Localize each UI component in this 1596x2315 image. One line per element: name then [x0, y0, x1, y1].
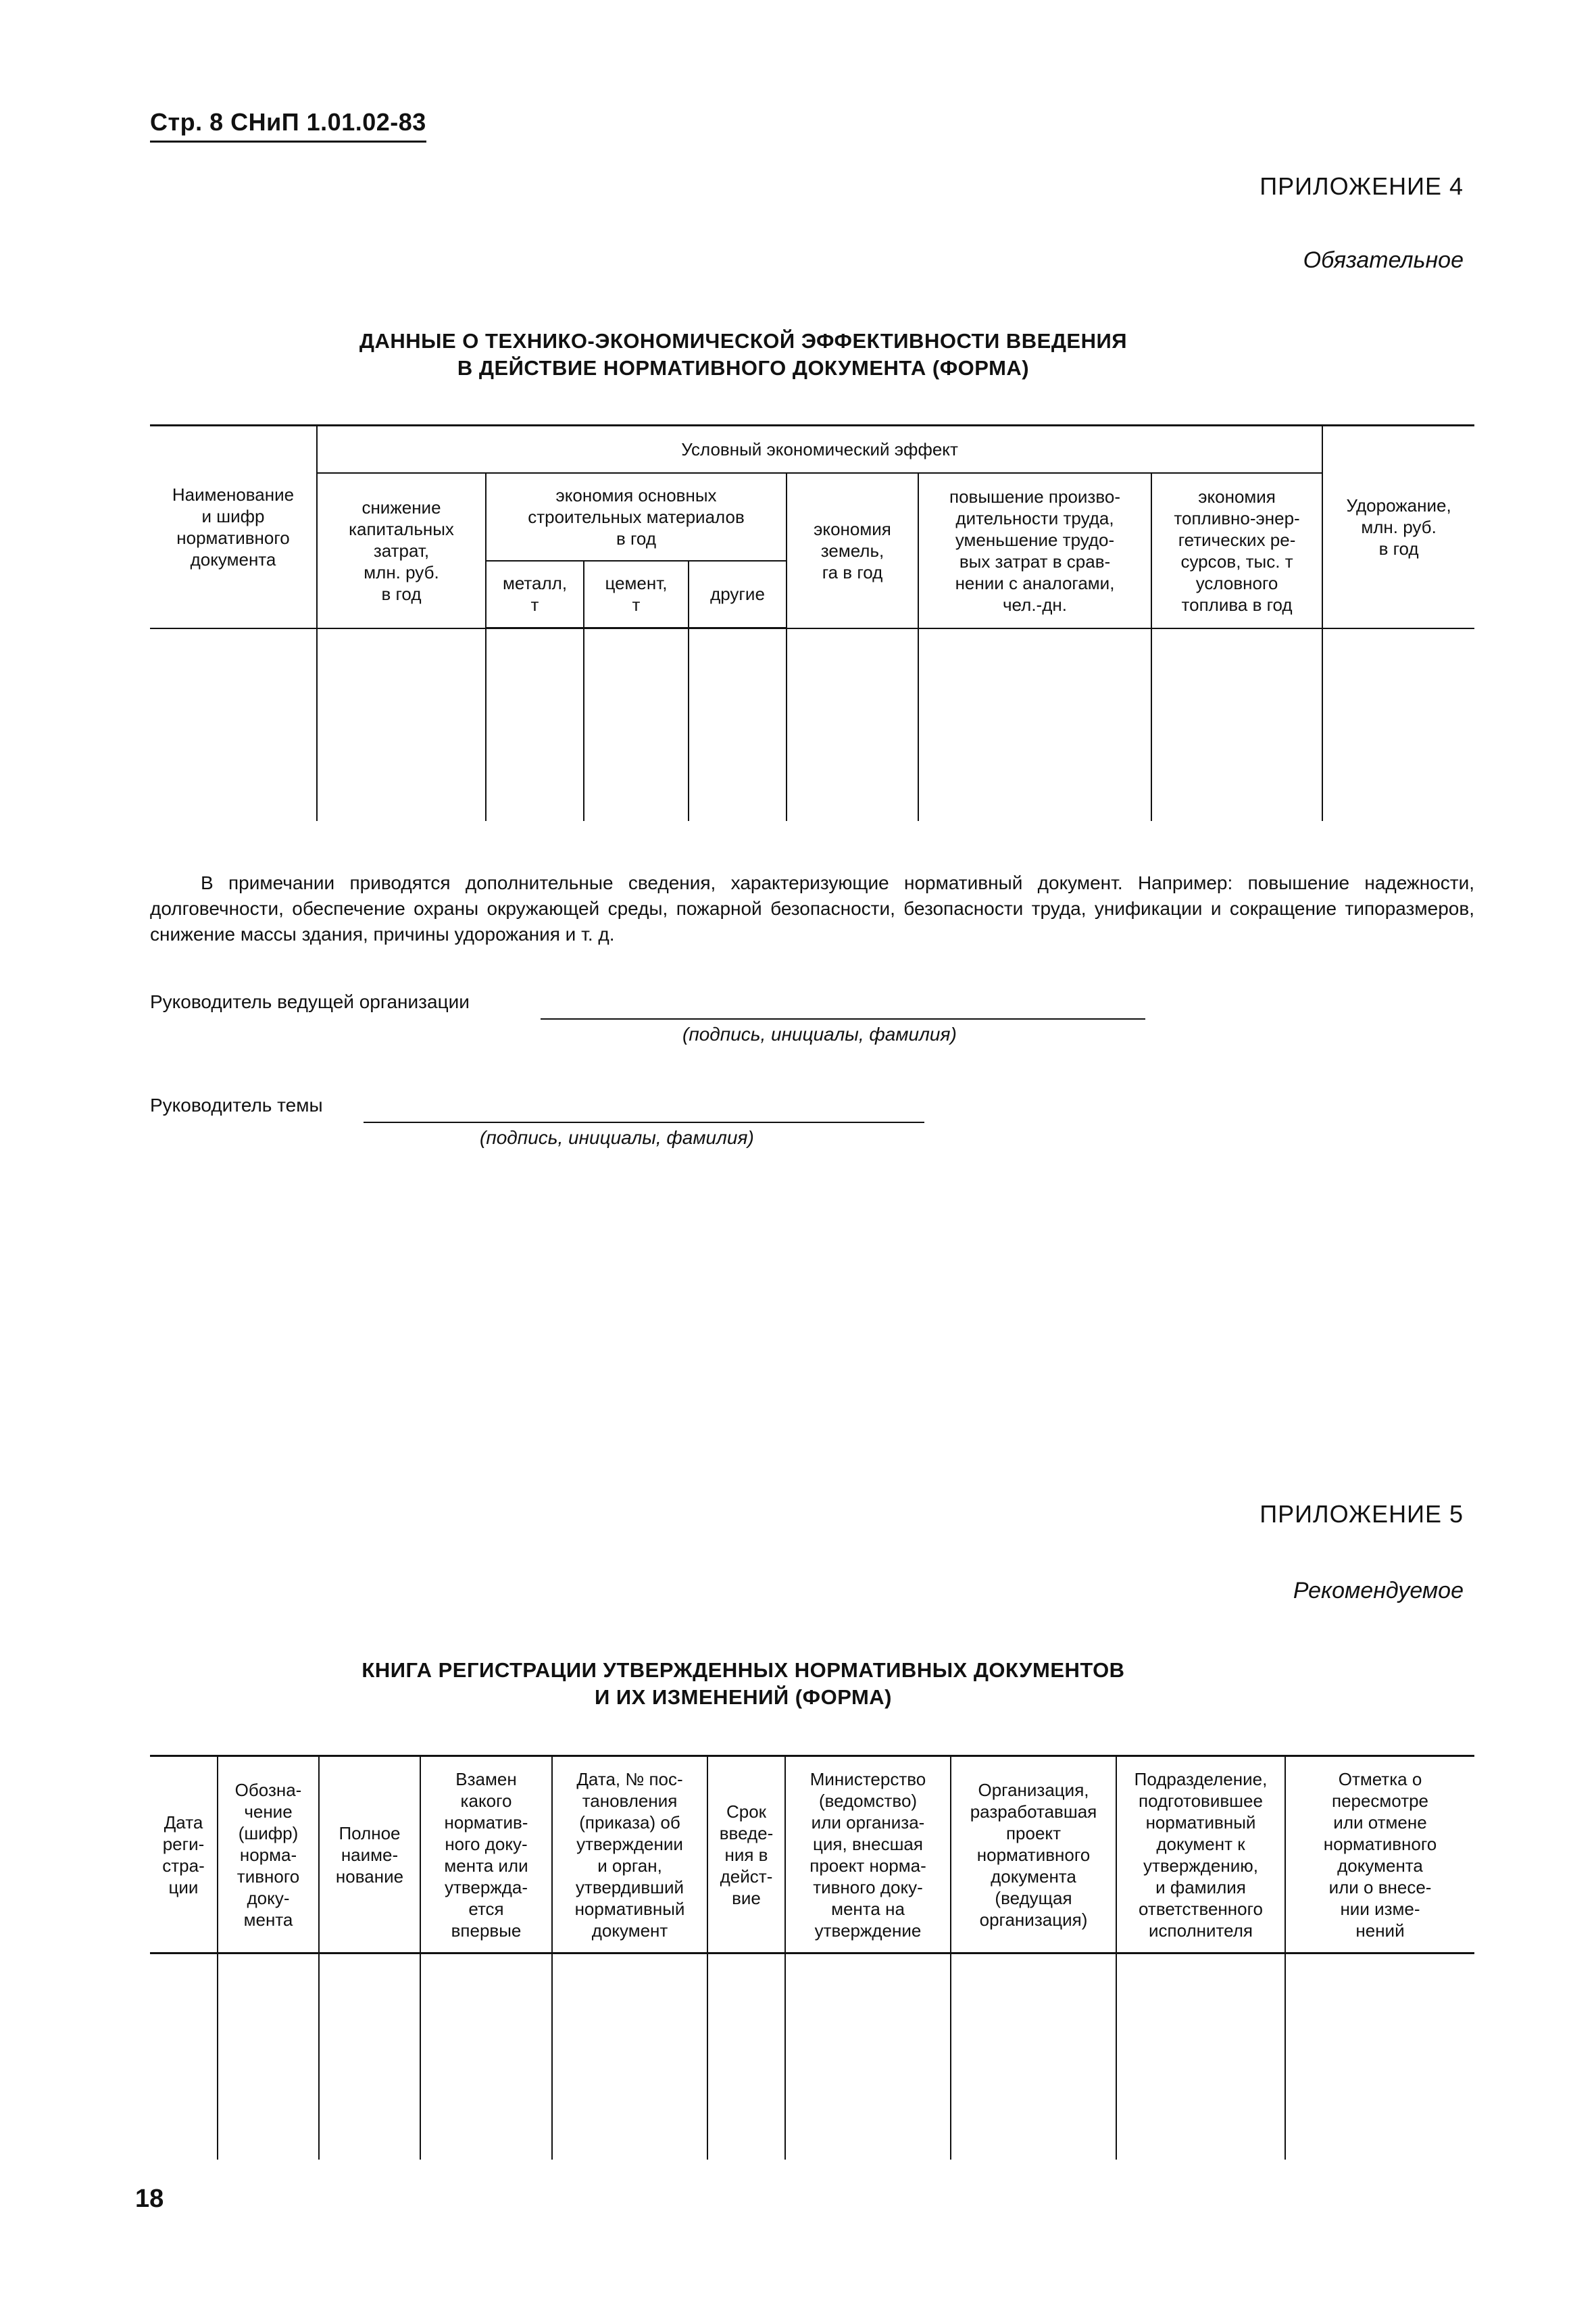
- table-cell: [317, 628, 486, 822]
- table-cell: [150, 1953, 218, 2160]
- col-land-saving: экономия земель, га в год: [787, 473, 918, 628]
- col-approval-date: Дата, № пос- тановления (приказа) об утверждении и орган, утвердивший нормативный документ: [552, 1756, 707, 1953]
- appendix-5-label: ПРИЛОЖЕНИЕ 5: [1260, 1500, 1464, 1528]
- table-cell: [1151, 628, 1322, 822]
- col-cement: цемент, т: [584, 561, 689, 628]
- appendix-4-label: ПРИЛОЖЕНИЕ 4: [1260, 172, 1464, 200]
- col-document-name: Наименование и шифр нормативного документа: [150, 426, 317, 628]
- signature-2-caption: (подпись, инициалы, фамилия): [480, 1127, 754, 1148]
- table-cell: [552, 1953, 707, 2160]
- table-cell: [150, 628, 317, 822]
- table-cell: [1322, 628, 1474, 822]
- page-number: 18: [135, 2185, 164, 2213]
- table-cell: [584, 628, 689, 822]
- table-cell: [951, 1953, 1116, 2160]
- col-metal: металл, т: [486, 561, 584, 628]
- appendix-5-title: [203, 1657, 1284, 1711]
- signature-1-line: [541, 1017, 1145, 1020]
- signature-2-label: Руководитель темы: [150, 1095, 323, 1116]
- appendix-4-note: В примечании приводятся дополнительные сведения, характеризующие нормативный документ. Например: повышение надежности, долговечности, обеспечение охраны окружающей среды, пожарной безопасности, безопасности труда, унификации и сокращение типоразмеров, снижение массы здания, причины удорожания и т. д.: [150, 872, 1474, 945]
- col-effective-date: Срок введе- ния в дейст- вие: [707, 1756, 785, 1953]
- group-economic-effect: Условный экономический эффект: [317, 426, 1322, 473]
- table-cell: [689, 628, 787, 822]
- table-cell: [787, 628, 918, 822]
- signature-1-caption: (подпись, инициалы, фамилия): [682, 1024, 957, 1045]
- table-cell: [319, 1953, 420, 2160]
- table-cell: [218, 1953, 319, 2160]
- appendix-4-status: Обязательное: [1303, 247, 1464, 273]
- table-cell: [707, 1953, 785, 2160]
- table-row: [150, 1953, 1474, 2160]
- col-other: другие: [689, 561, 787, 628]
- page-header: Стр. 8 СНиП 1.01.02-83: [150, 108, 426, 143]
- appendix-4-title-line2: В ДЕЙСТВИЕ НОРМАТИВНОГО ДОКУМЕНТА (ФОРМА): [457, 356, 1030, 380]
- efficiency-form-table: [150, 424, 1474, 821]
- col-document-code: Обозна- чение (шифр) норма- тивного доку- мента: [218, 1756, 319, 1953]
- table-cell: [486, 628, 584, 822]
- col-ministry: Министерство (ведомство) или организа- ция, внесшая проект норма- тивного доку- мента на утверждение: [785, 1756, 951, 1953]
- table-cell: [918, 628, 1151, 822]
- col-labor-productivity: повышение произво- дительности труда, уменьшение трудо- вых затрат в срав- нении с аналогами, чел.-дн.: [918, 473, 1151, 628]
- col-capital-reduction: снижение капитальных затрат, млн. руб. в год: [317, 473, 486, 628]
- col-department: Подразделение, подготовившее нормативный документ к утверждению, и фамилия ответственного исполнителя: [1116, 1756, 1285, 1953]
- signature-1-label: Руководитель ведущей организации: [150, 991, 470, 1012]
- appendix-4-title: [203, 328, 1284, 382]
- registration-book-table: [150, 1755, 1474, 2160]
- appendix-4-title-line1: ДАННЫЕ О ТЕХНИКО-ЭКОНОМИЧЕСКОЙ ЭФФЕКТИВНОСТИ ВВЕДЕНИЯ: [359, 329, 1128, 353]
- col-fuel-saving: экономия топливно-энер- гетических ре- сурсов, тыс. т условного топлива в год: [1151, 473, 1322, 628]
- table-cell: [1116, 1953, 1285, 2160]
- table-cell: [420, 1953, 552, 2160]
- appendix-5-title-line2: И ИХ ИЗМЕНЕНИЙ (ФОРМА): [595, 1685, 892, 1709]
- appendix-5-title-line1: КНИГА РЕГИСТРАЦИИ УТВЕРЖДЕННЫХ НОРМАТИВНЫХ ДОКУМЕНТОВ: [361, 1658, 1125, 1682]
- table-cell: [1285, 1953, 1474, 2160]
- col-registration-date: Дата реги- стра- ции: [150, 1756, 218, 1953]
- col-full-name: Полное наиме- нование: [319, 1756, 420, 1953]
- group-materials-saving: экономия основных строительных материалов в год: [486, 473, 787, 561]
- table-row: [150, 628, 1474, 822]
- col-revision-mark: Отметка о пересмотре или отмене нормативного документа или о внесе- нии изме- нений: [1285, 1756, 1474, 1953]
- col-replaces: Взамен какого норматив- ного доку- мента или утвержда- ется впервые: [420, 1756, 552, 1953]
- col-developer-org: Организация, разработавшая проект нормативного документа (ведущая организация): [951, 1756, 1116, 1953]
- appendix-5-status: Рекомендуемое: [1293, 1578, 1464, 1603]
- table-cell: [785, 1953, 951, 2160]
- signature-2-line: [364, 1120, 924, 1123]
- table-header-row: [150, 1756, 1474, 1953]
- col-cost-increase: Удорожание, млн. руб. в год: [1322, 426, 1474, 628]
